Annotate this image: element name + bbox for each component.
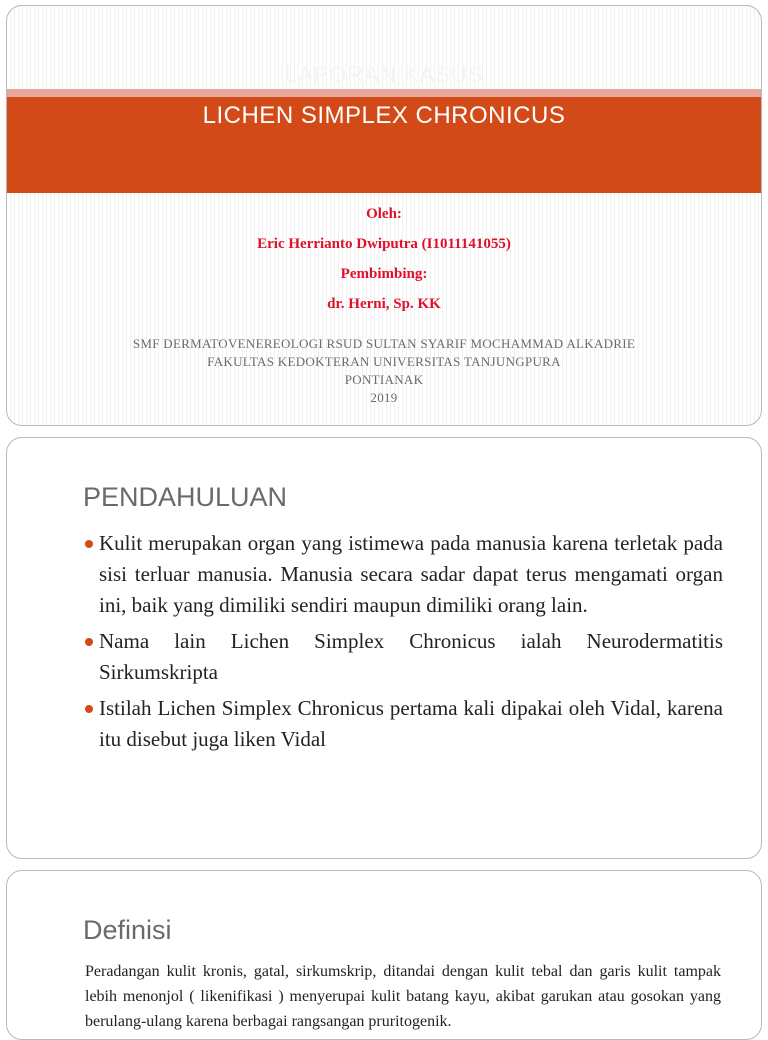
advisor-label: Pembimbing:	[340, 266, 428, 282]
introduction-slide	[6, 437, 762, 859]
slide-subtitle: LAPORAN KASUS	[284, 62, 484, 87]
bullet-item	[85, 693, 723, 755]
bullet-text: Istilah Lichen Simplex Chronicus pertama kali dipakai oleh Vidal, karena itu disebut juga liken Vidal	[99, 696, 723, 751]
year: 2019	[370, 390, 398, 405]
bullet-dot-icon	[85, 540, 93, 548]
institution-block	[7, 335, 761, 407]
slide-title: LICHEN SIMPLEX CHRONICUS	[202, 102, 566, 129]
bullet-item	[85, 626, 723, 688]
title-accent-band	[7, 89, 761, 97]
definition-text: Peradangan kulit kronis, gatal, sirkumskrip, ditandai dengan kulit tebal dan garis kulit tampak lebih menonjol ( likenifikasi ) menyerupai kulit batang kayu, akibat garukan atau gosokan yang berulang-ulang karena berbagai rangsangan pruritogenik.	[85, 963, 721, 1030]
bullet-dot-icon	[85, 638, 93, 646]
bullet-list	[85, 528, 723, 760]
bullet-item	[85, 528, 723, 621]
institution-line-3: PONTIANAK	[344, 372, 424, 387]
institution-line-2: FAKULTAS KEDOKTERAN UNIVERSITAS TANJUNGPURA	[207, 354, 561, 369]
title-slide	[6, 5, 762, 426]
bullet-text: Kulit merupakan organ yang istimewa pada manusia karena terletak pada sisi terluar manusia. Manusia secara sadar dapat terus mengamati organ ini, baik yang dimiliki sendiri maupun dimiliki orang lain.	[99, 531, 723, 617]
author-name: Eric Herrianto Dwiputra (I1011141055)	[257, 236, 511, 252]
definition-slide	[6, 870, 762, 1040]
bullet-dot-icon	[85, 705, 93, 713]
advisor-name: dr. Herni, Sp. KK	[327, 296, 441, 312]
author-label: Oleh:	[366, 206, 402, 222]
slide-heading: PENDAHULUAN	[83, 482, 288, 512]
slide-heading: Definisi	[83, 915, 172, 945]
bullet-text: Nama lain Lichen Simplex Chronicus ialah Neurodermatitis Sirkumskripta	[99, 629, 723, 684]
author-block	[7, 199, 761, 319]
institution-line-1: SMF DERMATOVENEREOLOGI RSUD SULTAN SYARIF MOCHAMMAD ALKADRIE	[132, 336, 636, 351]
